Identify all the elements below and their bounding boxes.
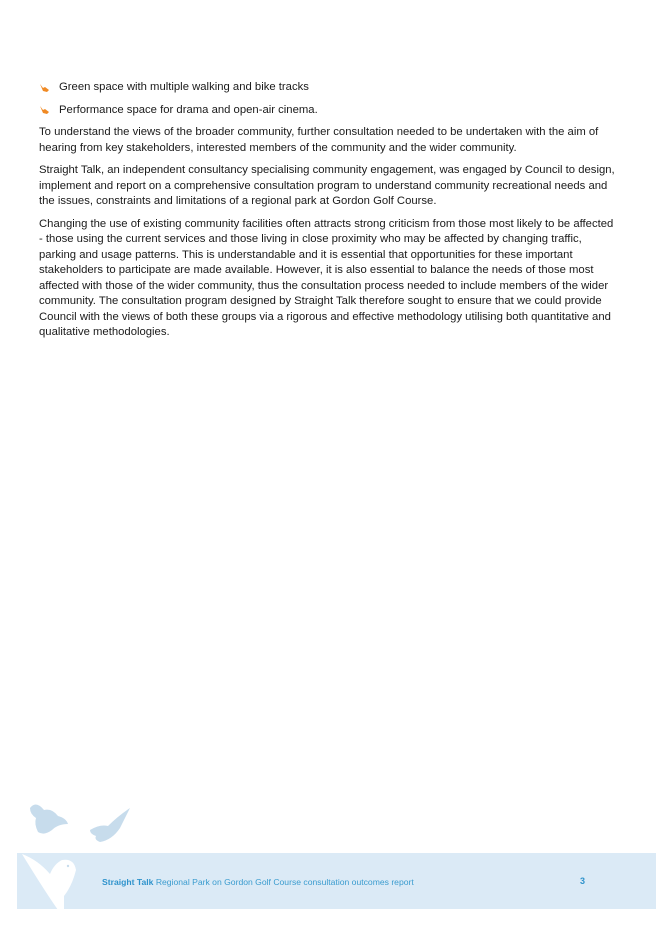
footer-brand: Straight Talk [102, 877, 154, 887]
page-body [39, 80, 619, 348]
bullet-item [39, 80, 619, 96]
bird-bullet-icon [39, 80, 59, 96]
bullet-item [39, 103, 619, 119]
bird-white [22, 854, 76, 910]
footer-title [102, 877, 414, 887]
bird-left [30, 804, 68, 833]
bullet-text: Performance space for drama and open-air cinema. [59, 103, 318, 116]
paragraph: Changing the use of existing community facilities often attracts strong criticism from those most likely to be affected - those using the current services and those living in close proximity who may be affected by changing traffic, parking and usage patterns. This is understandable and it is essential that opportunities for these important stakeholders to participate are made available. However, it is also essential to balance the needs of those most affected with those of the wider community, thus the consultation process needed to include members of the wider community. The consultation program designed by Straight Talk therefore sought to ensure that we could provide Council with the views of both these groups via a rigorous and effective methodology utilising both quantitative and qualitative methodologies. [39, 217, 614, 338]
birds-illustration [0, 790, 200, 920]
footer-report-title: Regional Park on Gordon Golf Course consultation outcomes report [155, 877, 414, 887]
bird-bullet-icon [39, 103, 59, 119]
paragraph: Straight Talk, an independent consultancy specialising community engagement, was engaged by Council to design, implement and report on a comprehensive consultation program to understand community recreational needs and the issues, constraints and limitations of a regional park at Gordon Golf Course. [39, 164, 615, 207]
page-number: 3 [580, 876, 586, 886]
bird-right [90, 808, 130, 842]
bullet-text: Green space with multiple walking and bike tracks [59, 81, 309, 93]
paragraph: To understand the views of the broader community, further consultation needed to be undertaken with the aim of hearing from key stakeholders, interested members of the community and the wider community. [39, 126, 599, 154]
